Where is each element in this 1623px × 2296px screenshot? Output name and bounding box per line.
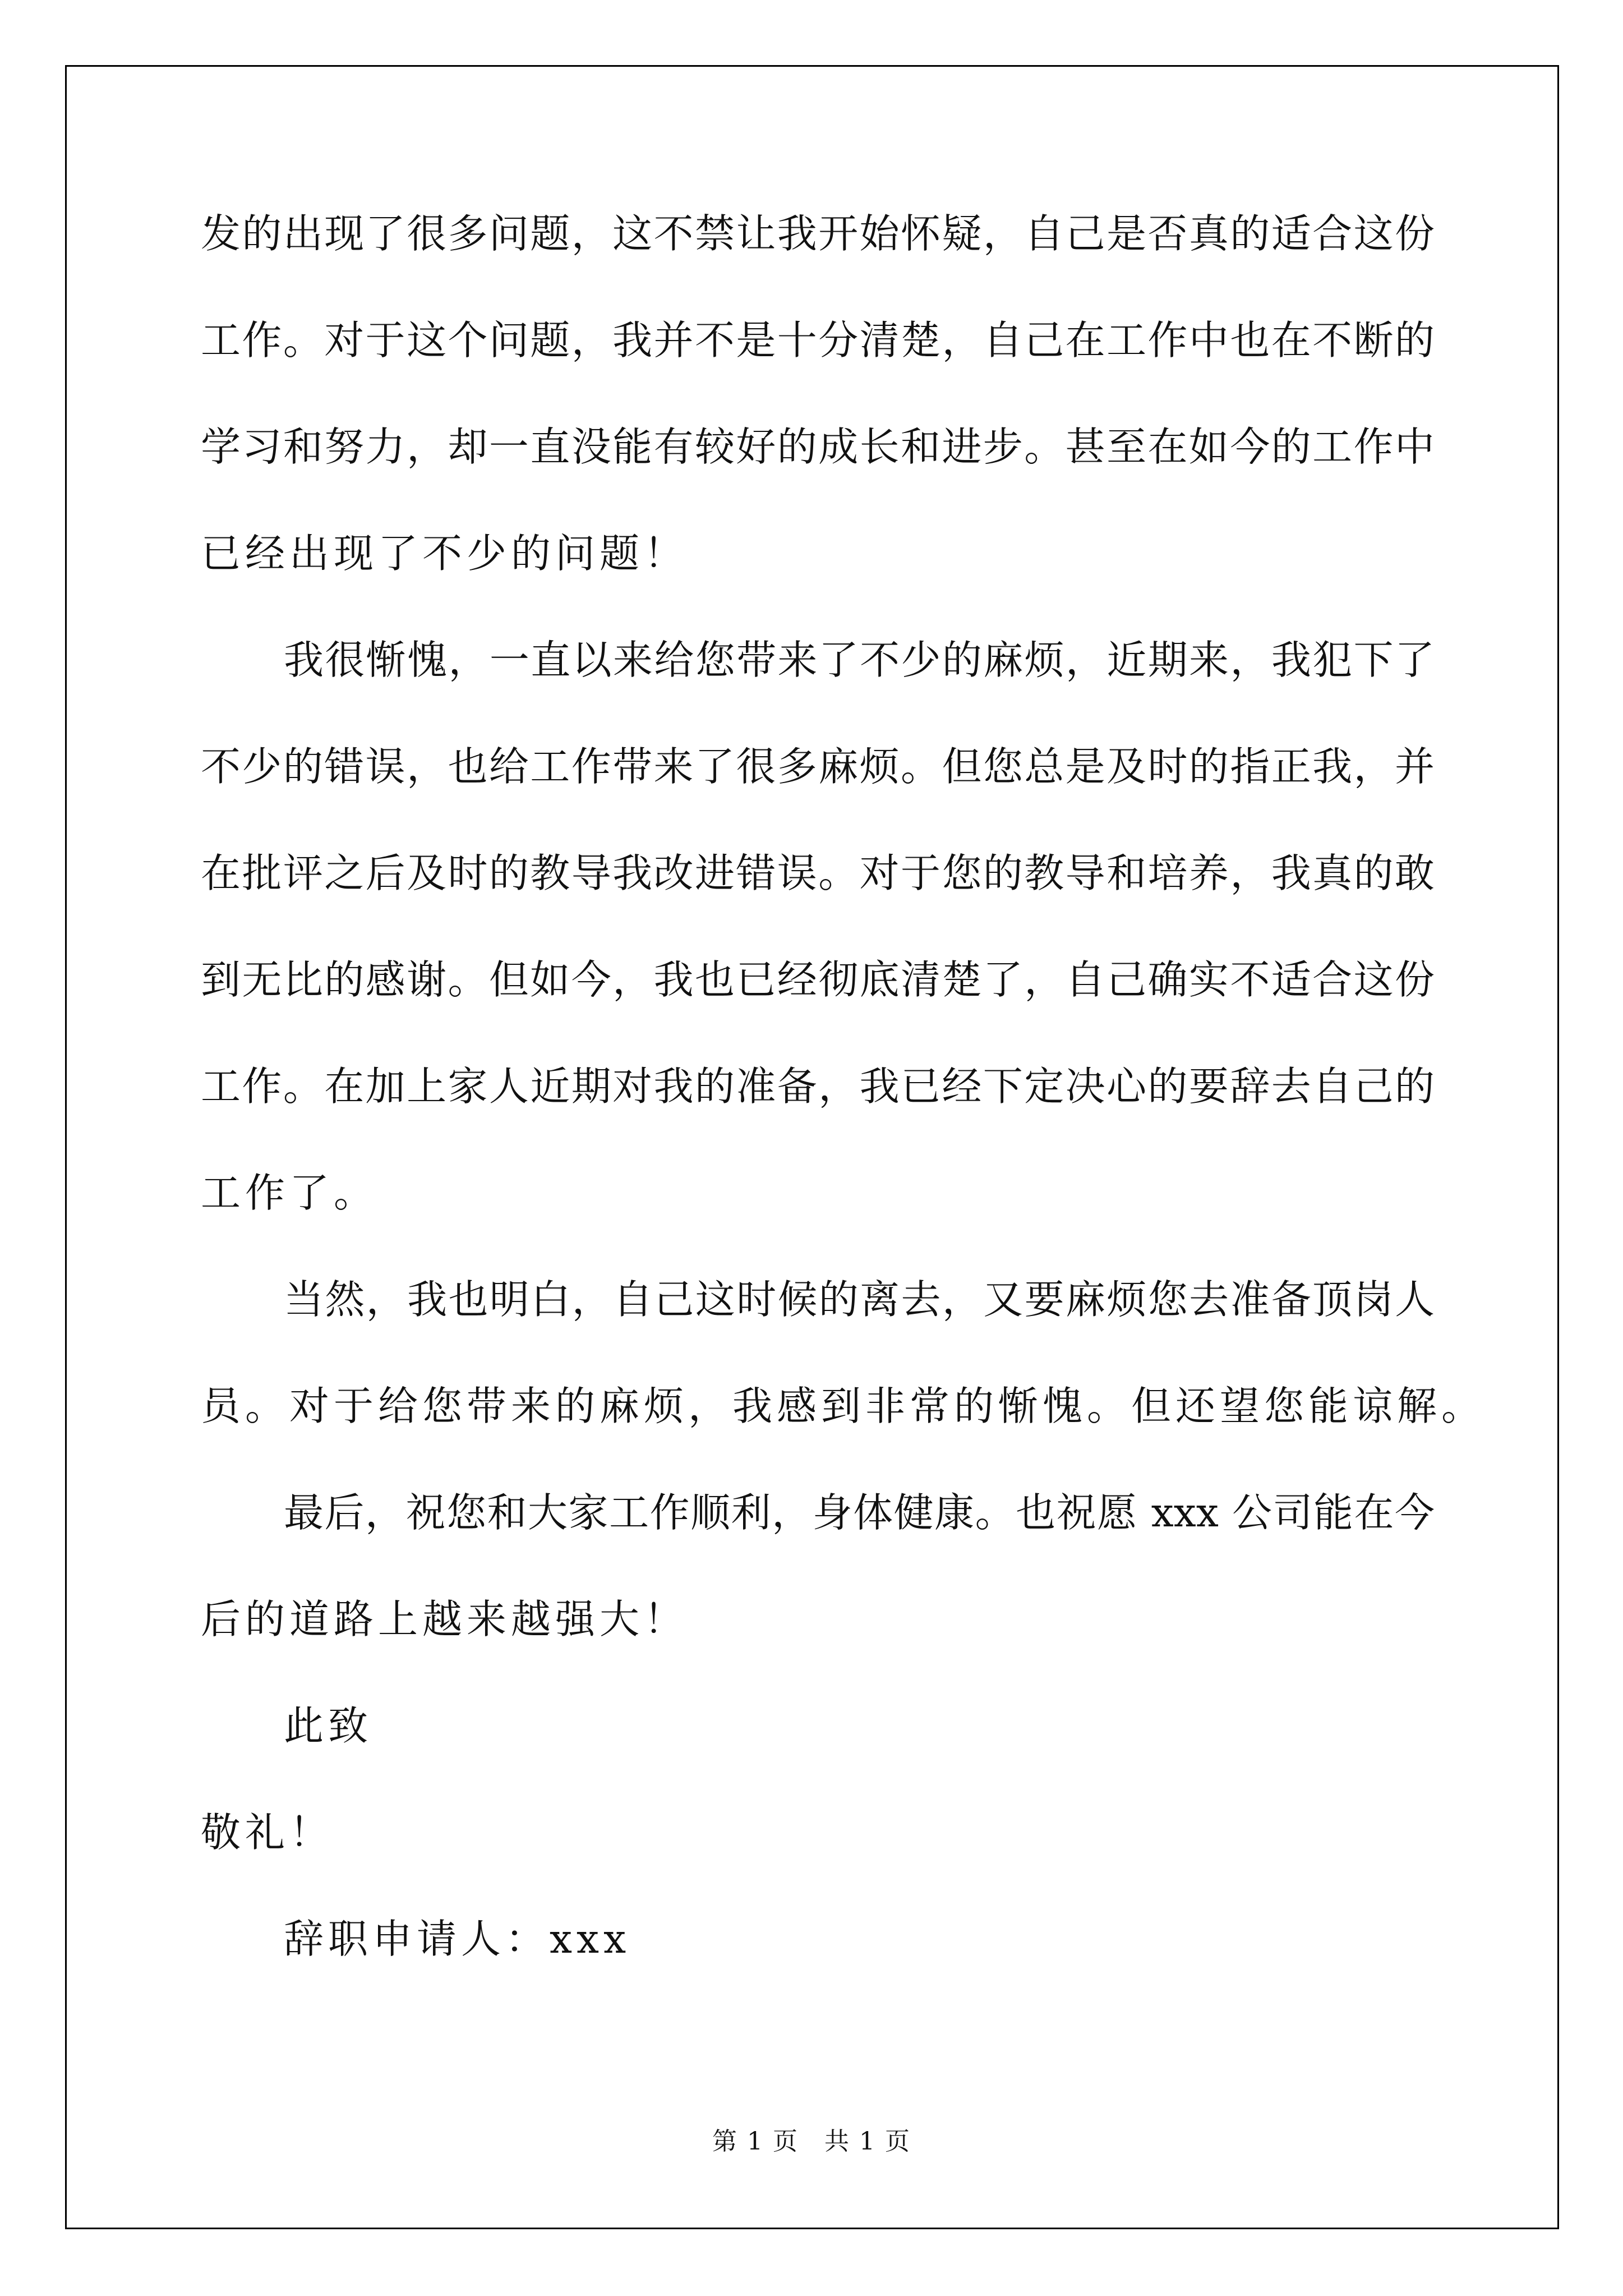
paragraph-line: 不少的错误，也给工作带来了很多麻烦。但您总是及时的指正我，并 <box>201 743 1435 790</box>
paragraph-line: 工作。在加上家人近期对我的准备，我已经下定决心的要辞去自己的 <box>201 1063 1435 1110</box>
paragraph-line: 员。对于给您带来的麻烦，我感到非常的惭愧。但还望您能谅解。 <box>201 1383 1486 1429</box>
paragraph-line: 工作了。 <box>201 1170 379 1216</box>
page-number-footer: 第 1 页 共 1 页 <box>712 2127 911 2156</box>
signature-line: 辞职申请人：xxx <box>284 1916 631 1962</box>
paragraph-line: 我很惭愧，一直以来给您带来了不少的麻烦，近期来，我犯下了 <box>284 637 1435 683</box>
paragraph-line: 已经出现了不少的问题！ <box>201 530 689 577</box>
page-border <box>65 65 1559 2229</box>
paragraph-line: 学习和努力，却一直没能有较好的成长和进步。甚至在如今的工作中 <box>201 424 1435 470</box>
closing-salutation: 此致 <box>284 1703 373 1749</box>
paragraph-line: 当然，我也明白，自己这时候的离去，又要麻烦您去准备顶岗人 <box>284 1276 1435 1323</box>
paragraph-line: 发的出现了很多问题，这不禁让我开始怀疑，自己是否真的适合这份 <box>201 210 1435 257</box>
paragraph-line: 到无比的感谢。但如今，我也已经彻底清楚了，自己确实不适合这份 <box>201 956 1435 1003</box>
paragraph-line: 在批评之后及时的教导我改进错误。对于您的教导和培养，我真的敢 <box>201 850 1435 896</box>
paragraph-line: 工作。对于这个问题，我并不是十分清楚，自己在工作中也在不断的 <box>201 317 1435 364</box>
paragraph-line: 后的道路上越来越强大！ <box>201 1596 689 1642</box>
paragraph-line: 最后，祝您和大家工作顺利，身体健康。也祝愿 xxx 公司能在今 <box>284 1489 1435 1536</box>
closing-regards: 敬礼！ <box>201 1809 334 1856</box>
